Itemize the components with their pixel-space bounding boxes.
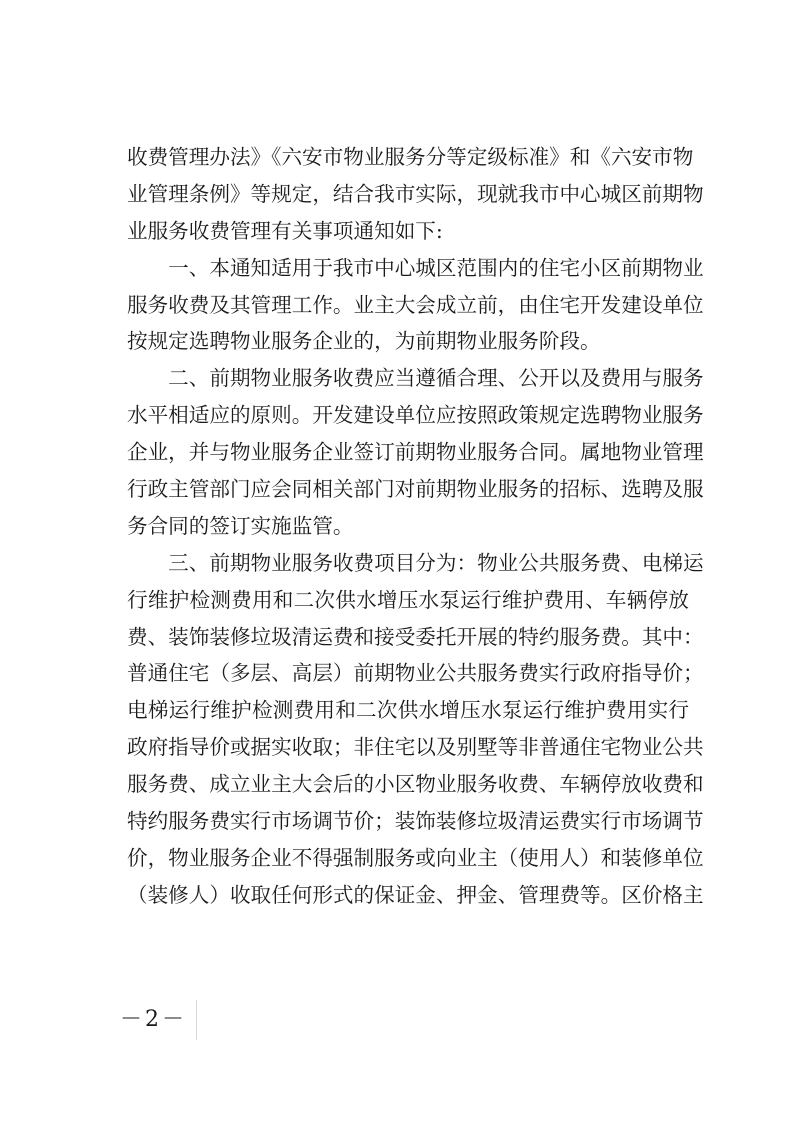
text-line: 按规定选聘物业服务企业的，为前期物业服务阶段。	[127, 329, 601, 354]
text-line: （装修人）收取任何形式的保证金、押金、管理费等。区价格主	[127, 882, 704, 907]
text-line: 行政主管部门应会同相关部门对前期物业服务的招标、选聘及服	[127, 477, 704, 502]
page-number: －2－	[120, 1007, 187, 1032]
text-line: 政府指导价或据实收取；非住宅以及别墅等非普通住宅物业公共	[127, 735, 704, 760]
text-line: 一、本通知适用于我市中心城区范围内的住宅小区前期物业	[127, 255, 704, 280]
text-line: 收费管理办法》《六安市物业服务分等定级标准》和《六安市物	[127, 145, 694, 169]
text-line: 费、装饰装修垃圾清运费和接受委托开展的特约服务费。其中：	[127, 624, 704, 649]
text-line: 电梯运行维护检测费用和二次供水增压水泵运行维护费用实行	[127, 698, 689, 723]
text-line: 价，物业服务企业不得强制服务或向业主（使用人）和装修单位	[127, 845, 704, 870]
text-line: 服务收费及其管理工作。业主大会成立前，由住宅开发建设单位	[127, 292, 704, 317]
text-line: 服务费、成立业主大会后的小区物业服务收费、车辆停放收费和	[127, 772, 704, 797]
text-line: 务合同的签订实施监管。	[127, 513, 354, 538]
text-line: 业管理条例》等规定，结合我市实际，现就我市中心城区前期物	[127, 181, 704, 206]
text-line: 三、前期物业服务收费项目分为：物业公共服务费、电梯运	[127, 550, 704, 575]
text-line: 业服务收费管理有关事项通知如下:	[127, 218, 443, 243]
body-text	[127, 139, 704, 914]
text-line: 二、前期物业服务收费应当遵循合理、公开以及费用与服务	[127, 366, 704, 391]
text-line: 特约服务费实行市场调节价；装饰装修垃圾清运费实行市场调节	[127, 809, 704, 834]
divider	[196, 1000, 197, 1040]
text-line: 行维护检测费用和二次供水增压水泵运行维护费用、车辆停放	[127, 587, 689, 612]
text-line: 普通住宅（多层、高层）前期物业公共服务费实行政府指导价；	[127, 661, 704, 686]
text-line: 水平相适应的原则。开发建设单位应按照政策规定选聘物业服务	[127, 403, 704, 428]
text-line: 企业，并与物业服务企业签订前期物业服务合同。属地物业管理	[127, 440, 704, 465]
